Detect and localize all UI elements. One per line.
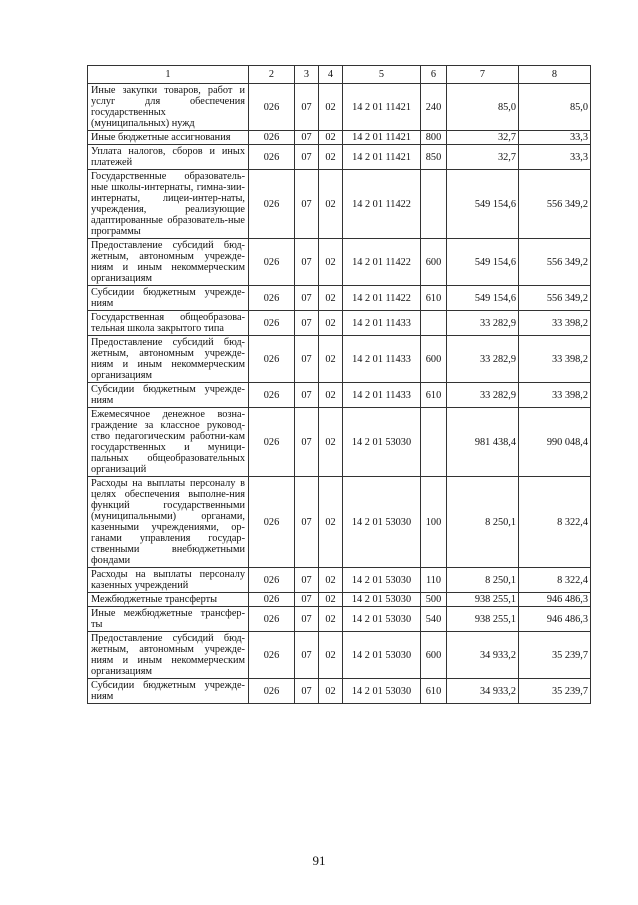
- expense-type-cell: [421, 408, 447, 477]
- expense-type-cell: 800: [421, 131, 447, 145]
- section-code-cell: 07: [295, 568, 319, 593]
- item-name-cell: Иные межбюджетные трансфер-ты: [88, 607, 249, 632]
- subsection-code-cell: 02: [319, 607, 343, 632]
- table-row: [88, 170, 591, 239]
- column-header: 8: [519, 66, 591, 84]
- expense-type-cell: [421, 170, 447, 239]
- table-row: [88, 568, 591, 593]
- table-row: [88, 607, 591, 632]
- grbs-code-cell: 026: [249, 593, 295, 607]
- expense-type-cell: 240: [421, 84, 447, 131]
- grbs-code-cell: 026: [249, 239, 295, 286]
- amount-year2-cell: 33 398,2: [519, 336, 591, 383]
- grbs-code-cell: 026: [249, 632, 295, 679]
- subsection-code-cell: 02: [319, 170, 343, 239]
- item-name-cell: Иные бюджетные ассигнования: [88, 131, 249, 145]
- table-row: [88, 593, 591, 607]
- table-row: [88, 408, 591, 477]
- item-name-cell: Межбюджетные трансферты: [88, 593, 249, 607]
- item-name-cell: Субсидии бюджетным учрежде-ниям: [88, 383, 249, 408]
- grbs-code-cell: 026: [249, 170, 295, 239]
- grbs-code-cell: 026: [249, 568, 295, 593]
- item-name-cell: Государственная общеобразова-тельная школа закрытого типа: [88, 311, 249, 336]
- target-article-cell: 14 2 01 11433: [343, 311, 421, 336]
- section-code-cell: 07: [295, 408, 319, 477]
- amount-year1-cell: 34 933,2: [447, 679, 519, 704]
- section-code-cell: 07: [295, 383, 319, 408]
- item-name-cell: Уплата налогов, сборов и иных платежей: [88, 145, 249, 170]
- expense-type-cell: 610: [421, 286, 447, 311]
- subsection-code-cell: 02: [319, 311, 343, 336]
- target-article-cell: 14 2 01 11421: [343, 84, 421, 131]
- column-header: 4: [319, 66, 343, 84]
- subsection-code-cell: 02: [319, 679, 343, 704]
- amount-year1-cell: 32,7: [447, 145, 519, 170]
- expense-type-cell: 600: [421, 239, 447, 286]
- column-header: 7: [447, 66, 519, 84]
- section-code-cell: 07: [295, 632, 319, 679]
- target-article-cell: 14 2 01 53030: [343, 679, 421, 704]
- item-name-cell: Государственные образователь-ные школы-интернаты, гимна-зии-интернаты, лицеи-интер-наты, учреждения, реализующие адаптированные образователь-ные программы: [88, 170, 249, 239]
- amount-year2-cell: 85,0: [519, 84, 591, 131]
- amount-year1-cell: 549 154,6: [447, 239, 519, 286]
- subsection-code-cell: 02: [319, 593, 343, 607]
- amount-year1-cell: 32,7: [447, 131, 519, 145]
- item-name-cell: Субсидии бюджетным учрежде-ниям: [88, 286, 249, 311]
- section-code-cell: 07: [295, 477, 319, 568]
- section-code-cell: 07: [295, 607, 319, 632]
- table-row: [88, 311, 591, 336]
- table-row: [88, 84, 591, 131]
- amount-year2-cell: 33 398,2: [519, 383, 591, 408]
- table-row: [88, 336, 591, 383]
- grbs-code-cell: 026: [249, 477, 295, 568]
- expense-type-cell: 850: [421, 145, 447, 170]
- amount-year1-cell: 549 154,6: [447, 170, 519, 239]
- target-article-cell: 14 2 01 11421: [343, 145, 421, 170]
- grbs-code-cell: 026: [249, 336, 295, 383]
- expense-type-cell: 610: [421, 383, 447, 408]
- target-article-cell: 14 2 01 53030: [343, 593, 421, 607]
- grbs-code-cell: 026: [249, 408, 295, 477]
- amount-year2-cell: 556 349,2: [519, 239, 591, 286]
- target-article-cell: 14 2 01 53030: [343, 607, 421, 632]
- section-code-cell: 07: [295, 593, 319, 607]
- section-code-cell: 07: [295, 131, 319, 145]
- grbs-code-cell: 026: [249, 607, 295, 632]
- target-article-cell: 14 2 01 53030: [343, 477, 421, 568]
- item-name-cell: Иные закупки товаров, работ и услуг для обеспечения государственных (муниципальных) нужд: [88, 84, 249, 131]
- column-header: 5: [343, 66, 421, 84]
- amount-year1-cell: 33 282,9: [447, 311, 519, 336]
- amount-year2-cell: 8 322,4: [519, 568, 591, 593]
- target-article-cell: 14 2 01 11433: [343, 336, 421, 383]
- item-name-cell: Ежемесячное денежное возна-граждение за классное руковод-ство педагогическим работни-кам государственных и муници-пальных общеобразовательных организаций: [88, 408, 249, 477]
- table-row: [88, 239, 591, 286]
- subsection-code-cell: 02: [319, 239, 343, 286]
- subsection-code-cell: 02: [319, 145, 343, 170]
- amount-year2-cell: 556 349,2: [519, 286, 591, 311]
- subsection-code-cell: 02: [319, 408, 343, 477]
- table-row: [88, 286, 591, 311]
- item-name-cell: Субсидии бюджетным учрежде-ниям: [88, 679, 249, 704]
- section-code-cell: 07: [295, 286, 319, 311]
- amount-year2-cell: 33,3: [519, 145, 591, 170]
- expense-type-cell: [421, 311, 447, 336]
- grbs-code-cell: 026: [249, 145, 295, 170]
- subsection-code-cell: 02: [319, 286, 343, 311]
- grbs-code-cell: 026: [249, 131, 295, 145]
- section-code-cell: 07: [295, 145, 319, 170]
- subsection-code-cell: 02: [319, 336, 343, 383]
- column-header: 1: [88, 66, 249, 84]
- amount-year2-cell: 556 349,2: [519, 170, 591, 239]
- expense-type-cell: 540: [421, 607, 447, 632]
- subsection-code-cell: 02: [319, 568, 343, 593]
- expense-type-cell: 600: [421, 632, 447, 679]
- page-number: 91: [312, 853, 326, 868]
- subsection-code-cell: 02: [319, 632, 343, 679]
- section-code-cell: 07: [295, 311, 319, 336]
- table-row: [88, 131, 591, 145]
- subsection-code-cell: 02: [319, 477, 343, 568]
- column-header: 3: [295, 66, 319, 84]
- amount-year1-cell: 8 250,1: [447, 477, 519, 568]
- amount-year2-cell: 946 486,3: [519, 607, 591, 632]
- table-row: [88, 145, 591, 170]
- amount-year2-cell: 8 322,4: [519, 477, 591, 568]
- target-article-cell: 14 2 01 11433: [343, 383, 421, 408]
- grbs-code-cell: 026: [249, 679, 295, 704]
- grbs-code-cell: 026: [249, 311, 295, 336]
- column-header: 6: [421, 66, 447, 84]
- table-row: [88, 477, 591, 568]
- amount-year1-cell: 938 255,1: [447, 593, 519, 607]
- amount-year1-cell: 549 154,6: [447, 286, 519, 311]
- header-row: [88, 66, 591, 84]
- grbs-code-cell: 026: [249, 286, 295, 311]
- amount-year1-cell: 8 250,1: [447, 568, 519, 593]
- table-row: [88, 632, 591, 679]
- section-code-cell: 07: [295, 239, 319, 286]
- amount-year2-cell: 990 048,4: [519, 408, 591, 477]
- amount-year2-cell: 33,3: [519, 131, 591, 145]
- expense-type-cell: 500: [421, 593, 447, 607]
- subsection-code-cell: 02: [319, 84, 343, 131]
- section-code-cell: 07: [295, 336, 319, 383]
- expense-type-cell: 110: [421, 568, 447, 593]
- item-name-cell: Предоставление субсидий бюд-жетным, автономным учрежде-ниям и иным некоммерческим организациям: [88, 632, 249, 679]
- target-article-cell: 14 2 01 11422: [343, 286, 421, 311]
- amount-year2-cell: 35 239,7: [519, 632, 591, 679]
- expense-type-cell: 100: [421, 477, 447, 568]
- expense-type-cell: 600: [421, 336, 447, 383]
- subsection-code-cell: 02: [319, 131, 343, 145]
- expense-type-cell: 610: [421, 679, 447, 704]
- amount-year1-cell: 85,0: [447, 84, 519, 131]
- item-name-cell: Предоставление субсидий бюд-жетным, автономным учрежде-ниям и иным некоммерческим организациям: [88, 336, 249, 383]
- item-name-cell: Расходы на выплаты персоналу казенных учреждений: [88, 568, 249, 593]
- section-code-cell: 07: [295, 170, 319, 239]
- target-article-cell: 14 2 01 11421: [343, 131, 421, 145]
- item-name-cell: Предоставление субсидий бюд-жетным, автономным учрежде-ниям и иным некоммерческим организациям: [88, 239, 249, 286]
- amount-year1-cell: 981 438,4: [447, 408, 519, 477]
- amount-year1-cell: 938 255,1: [447, 607, 519, 632]
- section-code-cell: 07: [295, 84, 319, 131]
- grbs-code-cell: 026: [249, 383, 295, 408]
- item-name-cell: Расходы на выплаты персоналу в целях обеспечения выполне-ния функций государственными (муниципальными) органами, казенными учреждениями, ор-ганами управления государ-ственными внебюджетными фондами: [88, 477, 249, 568]
- amount-year2-cell: 33 398,2: [519, 311, 591, 336]
- subsection-code-cell: 02: [319, 383, 343, 408]
- table-row: [88, 383, 591, 408]
- target-article-cell: 14 2 01 53030: [343, 408, 421, 477]
- amount-year1-cell: 34 933,2: [447, 632, 519, 679]
- target-article-cell: 14 2 01 11422: [343, 170, 421, 239]
- table-row: [88, 679, 591, 704]
- target-article-cell: 14 2 01 53030: [343, 568, 421, 593]
- amount-year2-cell: 946 486,3: [519, 593, 591, 607]
- grbs-code-cell: 026: [249, 84, 295, 131]
- budget-table: [87, 65, 591, 704]
- target-article-cell: 14 2 01 53030: [343, 632, 421, 679]
- table-body: [88, 84, 591, 704]
- target-article-cell: 14 2 01 11422: [343, 239, 421, 286]
- column-header: 2: [249, 66, 295, 84]
- amount-year2-cell: 35 239,7: [519, 679, 591, 704]
- amount-year1-cell: 33 282,9: [447, 383, 519, 408]
- amount-year1-cell: 33 282,9: [447, 336, 519, 383]
- section-code-cell: 07: [295, 679, 319, 704]
